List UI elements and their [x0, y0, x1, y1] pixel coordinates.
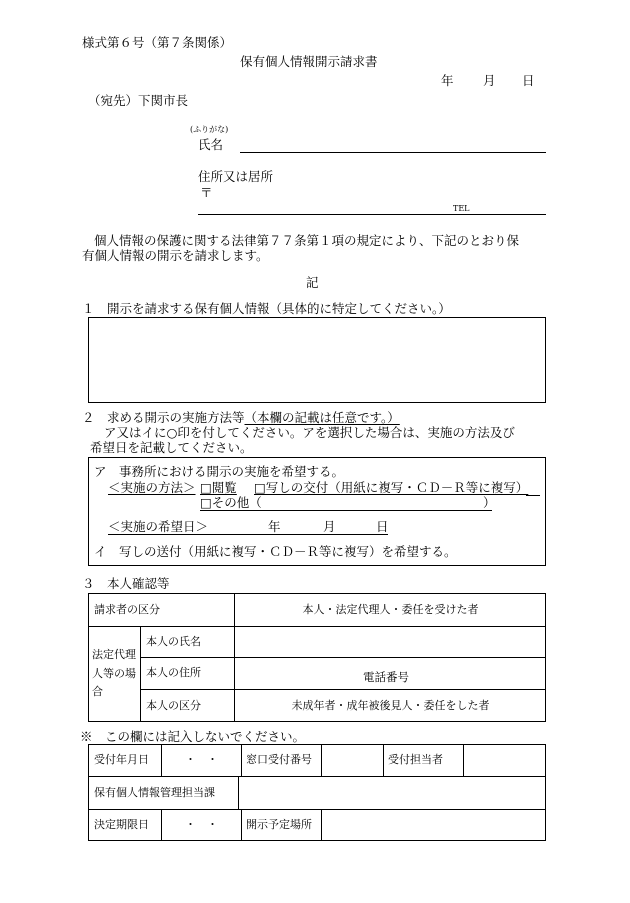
section1-title: １ 開示を請求する保有個人情報（具体的に特定してください。） — [82, 301, 451, 316]
date-month-label: 月 — [483, 73, 496, 88]
principal-name-field[interactable] — [235, 626, 546, 657]
option-b[interactable]: イ 写しの送付（用紙に複写・ＣＤ－Ｒ等に複写）を希望する。 — [94, 544, 457, 559]
counter-number-label: 窓口受付番号 — [246, 753, 312, 767]
tel-label: TEL — [453, 204, 470, 213]
method-copy-checkbox[interactable]: □写しの交付（用紙に複写・ＣＤ－Ｒ等に複写） — [254, 480, 529, 495]
principal-address-label: 本人の住所 — [146, 666, 201, 680]
office-col-2 — [241, 744, 242, 776]
manager-dept-label: 保有個人情報管理担当課 — [94, 785, 215, 799]
method-view-checkbox[interactable]: □閲覧 — [200, 480, 237, 495]
office-col-8 — [241, 809, 242, 841]
principal-type-label: 本人の区分 — [146, 698, 201, 712]
method-other-close: ） — [483, 495, 496, 510]
legal-rep-label: 法定代理人等の場合 — [92, 647, 136, 699]
place-label: 開示予定場所 — [246, 818, 312, 832]
section3-title: ３ 本人確認等 — [82, 576, 170, 591]
method-label: ＜実施の方法＞ — [108, 480, 196, 495]
desired-date-month: 月 — [323, 519, 336, 534]
method-other-checkbox[interactable]: □その他（ — [200, 495, 262, 510]
name-label: 氏名 — [198, 137, 224, 152]
name-field-line[interactable] — [240, 152, 546, 153]
intro-line-2: 有個人情報の開示を請求します。 — [82, 248, 269, 263]
section2-title — [82, 412, 400, 425]
principal-type-value[interactable]: 未成年者・成年被後見人・委任をした者 — [291, 698, 490, 712]
office-col-3 — [321, 744, 322, 776]
office-col-4 — [383, 744, 384, 776]
ki-heading: 記 — [306, 275, 319, 290]
section2-title-note: （本欄の記載は任意です。） — [244, 410, 400, 425]
section2-note-line-1: ア又はイに○印を付してください。アを選択した場合は、実施の方法及び — [104, 425, 515, 440]
principal-name-label: 本人の氏名 — [146, 634, 201, 648]
method-copy-underline-ext — [526, 495, 540, 496]
reception-date-label: 受付年月日 — [94, 753, 149, 767]
office-note: ※ この欄には記入しないでください。 — [80, 729, 306, 744]
receiver-label: 受付担当者 — [388, 753, 443, 767]
method-other-line[interactable] — [200, 510, 492, 511]
requester-type-value[interactable]: 本人・法定代理人・委任を受けた者 — [302, 602, 479, 616]
date-year-label: 年 — [441, 73, 454, 88]
address-label: 住所又は居所 — [198, 169, 274, 184]
desired-date-day: 日 — [376, 519, 389, 534]
desired-date-label: ＜実施の希望日＞ — [108, 519, 209, 534]
date-day-label: 日 — [522, 73, 535, 88]
furigana-label: (ふりがな) — [190, 125, 229, 134]
option-a[interactable]: ア 事務所における開示の実施を希望する。 — [94, 464, 345, 479]
office-col-9 — [321, 809, 322, 841]
info-request-box[interactable] — [88, 317, 546, 403]
identity-sub-col-divider — [140, 626, 141, 722]
address-field-line[interactable] — [198, 214, 546, 215]
reception-date-dots: ・ ・ — [185, 753, 218, 767]
form-title: 保有個人情報開示請求書 — [240, 54, 378, 69]
intro-line-1: 個人情報の保護に関する法律第７７条第１項の規定により、下記のとおり保 — [94, 233, 520, 248]
addressee: （宛先）下関市長 — [88, 93, 189, 108]
office-col-5 — [463, 744, 464, 776]
office-col-6 — [238, 776, 239, 809]
desired-date-year: 年 — [268, 519, 281, 534]
section2-note-line-2: 希望日を記載してください。 — [90, 440, 253, 455]
section2-title-prefix: ２ 求める開示の実施方法等 — [82, 410, 245, 425]
postal-mark: 〒 — [200, 185, 213, 200]
desired-date-line[interactable] — [108, 534, 388, 535]
deadline-dots: ・ ・ — [185, 818, 218, 832]
form-number: 様式第６号（第７条関係） — [82, 35, 233, 50]
phone-label: 電話番号 — [363, 670, 409, 684]
deadline-label: 決定期限日 — [94, 818, 149, 832]
requester-type-label: 請求者の区分 — [94, 602, 160, 616]
